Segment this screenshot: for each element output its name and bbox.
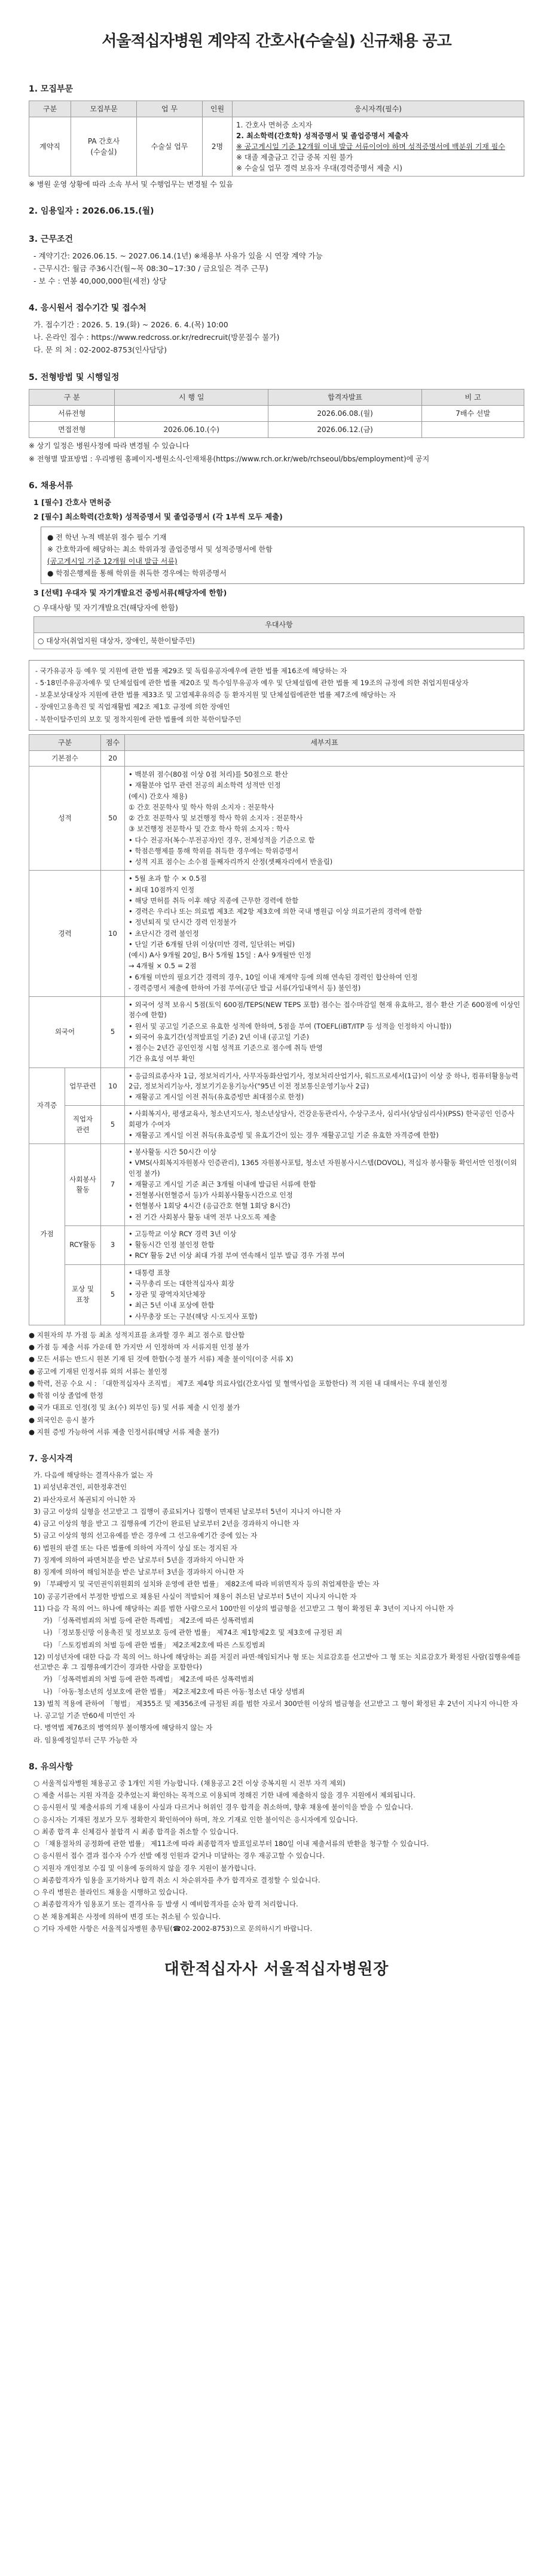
col-header: 업 무	[137, 101, 203, 117]
qualification-item: 2. 최소학력(간호학) 성적증명서 및 졸업증명서 제출자	[236, 132, 409, 140]
scoring-note: ● 가점 등 제출 서류 가운데 한 가지만 서 인정하며 자 서류지원 인정 불가	[29, 1343, 249, 1351]
col-header: 모집부문	[71, 101, 137, 117]
score-points: 10	[101, 871, 125, 997]
col-header: 우대사항	[34, 616, 524, 632]
eligibility-item: 2) 파산자로서 복권되지 아니한 자	[33, 1495, 136, 1504]
eligibility-item: 6) 법원의 판결 또는 다른 법률에 의하여 자격이 상실 또는 정지된 자	[33, 1543, 237, 1552]
detail-line: • 장관 및 광역자치단체장	[129, 1290, 206, 1298]
qualification-note: ※ 대졸 제출금고 긴급 중복 지원 불가	[236, 153, 353, 162]
eligibility-notes-box	[29, 660, 524, 731]
section-title: 6. 채용서류	[29, 480, 74, 491]
eligibility-item: 1) 피성년후견인, 피한정후견인	[33, 1483, 127, 1492]
section-note: ※ 상기 일정은 병원사정에 따라 변경될 수 있습니다	[29, 441, 190, 450]
detail-line: • VMS(사회복지자원봉사 인증관리), 1365 자원봉사포털, 청소년 자원봉사시스템(DOVOL), 적십자 봉사활동 확인서만 인정(이외 인정 불가)	[129, 1158, 517, 1178]
doc-note: ● 학점은행제를 통해 학위를 취득한 경우에는 학위증명서	[47, 569, 227, 577]
section-eligibility	[29, 1453, 524, 1745]
condition-period: - 계약기간: 2026.06.15. ~ 2027.06.14.(1년) ※채용부 사유가 있을 시 연장 계약 가능	[33, 251, 323, 260]
score-detail	[125, 1067, 524, 1106]
caution-item: ○ 우리 병원은 블라인드 채용을 시행하고 있습니다.	[33, 1888, 188, 1896]
score-category: 경력	[29, 871, 101, 997]
preference-table	[33, 616, 524, 649]
schedule-table	[29, 389, 524, 438]
table-row	[29, 750, 524, 766]
eligibility-note: - 보훈보상대상자 지원에 관한 법률 제33조 및 고엽제후유의증 등 환자지원 및 단체설립에관한 법률 제7조에 해당하는 자	[35, 691, 396, 699]
score-points: 3	[101, 1225, 125, 1264]
recruitment-table	[29, 101, 524, 177]
eligibility-item: 가) 「성폭력범죄의 처벌 등에 관한 특례법」 제2조에 따른 성폭력범죄	[43, 1675, 254, 1684]
caution-item: ○ 최종 합격 후 신체검사 불합격 시 최종 합격을 취소할 수 있습니다.	[33, 1827, 239, 1836]
eligibility-item: 5) 금고 이상의 형의 선고유예를 받은 경우에 그 선고유예기간 중에 있는 자	[33, 1531, 258, 1540]
col-header: 구분	[29, 101, 71, 117]
score-detail	[125, 1144, 524, 1226]
score-subcategory: 포상 및 표창	[65, 1264, 101, 1325]
detail-line: • 전 기간 사회봉사 활동 내역 전부 나오도록 제출	[129, 1212, 277, 1221]
section-cautions	[29, 1761, 524, 1934]
detail-line: • 최대 10점까지 인정	[129, 885, 195, 894]
section-title: 7. 응시자격	[29, 1454, 74, 1464]
scoring-note: ● 외국인은 응시 불가	[29, 1415, 94, 1424]
detail-line: • 백분위 점수(80점 이상 0점 처리)를 50점으로 환산	[129, 770, 288, 778]
eligibility-item: 나) 「정보통신망 이용촉진 및 정보보호 등에 관한 법률」 제74조 제1항제2호 및 제3호에 규정된 죄	[43, 1628, 343, 1637]
table-row	[29, 405, 524, 421]
table-cell	[422, 421, 524, 437]
detail-line: 기간 유효성 여부 확인	[129, 1054, 195, 1063]
caution-item: ○ 「채용절차의 공정화에 관한 법률」 제11조에 따라 최종합격자 발표일로부터 180일 이내 제출서류의 반환을 청구할 수 있습니다.	[33, 1839, 429, 1848]
cell-work: 수술실 업무	[137, 117, 203, 177]
section-title: 4. 응시원서 접수기간 및 접수처	[29, 303, 146, 314]
table-row	[29, 1144, 524, 1226]
table-cell: 2026.06.10.(수)	[115, 421, 268, 437]
score-detail	[125, 767, 524, 871]
caution-item: ○ 최종합격자가 임용포기 또는 결격사유 등 발생 시 예비합격자를 순차 합격 처리합니다.	[33, 1900, 298, 1909]
eligibility-item: 3) 금고 이상의 실형을 선고받고 그 집행이 종료되거나 집행이 면제된 날로부터 5년이 지나지 아니한 자	[33, 1507, 341, 1516]
score-detail	[125, 1264, 524, 1325]
scoring-note: ● 학력, 전공 수요 시 : 「대한적십자사 조직법」 제7조 제4항 의료사업(간호사업 및 혈액사업을 포함한다) 적 지원 내 대해서는 우대 불인정	[29, 1379, 448, 1388]
table-cell: 2026.06.12.(금)	[268, 421, 422, 437]
score-category: 자격증	[29, 1067, 65, 1144]
table-row	[29, 117, 524, 177]
eligibility-item: 7) 징계에 의하여 파면처분을 받은 날로부터 5년을 경과하지 아니한 자	[33, 1555, 244, 1564]
section-application	[29, 302, 524, 355]
qualification-note: ※ 공고게시일 기준 12개월 이내 발급 서류이어야 하며 성적증명서에 백분위 기재 필수	[236, 142, 505, 151]
detail-line: • RCY 활동 2년 이상 최대 가점 부여 연속해서 일부 발급 경우 가점 부여	[129, 1251, 345, 1260]
application-period: 가. 접수기간 : 2026. 5. 19.(화) ~ 2026. 6. 4.(목) 10:00	[33, 320, 228, 330]
detail-line: • 원서 및 공고일 기준으로 유효한 성적에 한하며, 5점을 부여 (TOEFL(iBT/ITP 등 성적을 인정하지 아니함))	[129, 1021, 452, 1030]
caution-item: ○ 응시자는 기재된 정보가 모두 정확한지 확인하여야 하며, 착오 기재로 인한 불이익은 응시자에게 있습니다.	[33, 1815, 358, 1824]
detail-line: ② 간호 전문학사 및 보건행정 학사 학위 소지자 : 전문학사	[129, 814, 303, 822]
doc-item: 1 [필수] 간호사 면허증	[33, 497, 111, 507]
caution-item: ○ 최종합격자가 임용을 포기하거나 합격 취소 시 차순위자를 추가 합격자로 결정할 수 있습니다.	[33, 1875, 320, 1884]
table-cell: 서류전형	[29, 405, 115, 421]
table-row	[29, 1264, 524, 1325]
scoring-note: ● 국가 대표로 인정(정 및 초(수) 외부인 등) 및 서류 제출 시 인정 불가	[29, 1403, 240, 1412]
section-title: 8. 유의사항	[29, 1762, 74, 1772]
eligibility-list	[29, 1470, 524, 1745]
scoring-note: ● 공고에 기재된 인정서류 외의 서류는 불인정	[29, 1367, 167, 1376]
detail-line: • 최근 5년 이내 포상에 한함	[129, 1301, 215, 1310]
table-row	[29, 421, 524, 437]
score-points: 10	[101, 1067, 125, 1106]
eligibility-item: 11) 다음 각 목의 어느 하나에 해당하는 죄를 범한 사람으로서 100만원 이상의 벌금형을 선고받고 그 형이 확정된 후 3년이 지나지 아니한 자	[33, 1604, 454, 1613]
detail-line: ① 간호 전문학사 및 학사 학위 소지자 : 전문학사	[129, 802, 274, 811]
caution-list	[29, 1778, 524, 1934]
scoring-table	[29, 734, 524, 1325]
score-detail	[125, 871, 524, 997]
eligibility-note: - 북한이탈주민의 보호 및 정착지원에 관한 법률에 의한 북한이탈주민	[35, 714, 242, 723]
section-conditions	[29, 233, 524, 287]
table-cell: 7배수 선발	[422, 405, 524, 421]
condition-hours: - 근무시간: 월금 주36시간(월~목 08:30~17:30 / 금요일은 격주 근무)	[33, 263, 268, 273]
col-header: 비 고	[422, 389, 524, 405]
doc-item: 2 [필수] 최소학력(간호학) 성적증명서 및 졸업증명서 (각 1부씩 모두 제출)	[33, 512, 283, 522]
section-note-link[interactable]: ※ 전형별 발표방법 : 우리병원 홈페이지-병원소식-인재채용(https://www.rch.or.kr/web/rchseoul/bbs/employment)에 공지	[29, 454, 430, 463]
detail-line: • 성적 지표 점수는 소수점 둘째자리까지 산정(셋째자리에서 반올림)	[129, 857, 333, 866]
col-header: 점수	[101, 734, 125, 750]
detail-line: • 초단시간 경력 불인정	[129, 929, 199, 938]
section-title: 3. 근무조건	[29, 235, 74, 244]
eligibility-item: 다. 병역법 제76조의 병역의무 불이행자에 해당하지 않는 자	[33, 1723, 213, 1732]
detail-line: • 대통령 표창	[129, 1268, 170, 1277]
section-documents	[29, 480, 524, 649]
score-detail	[125, 1106, 524, 1144]
qualification-note: ※ 수술실 업무 경력 보유자 우대(경력증명서 제출 시)	[236, 164, 402, 172]
detail-line: • 활동시간 인정 불인정 한함	[129, 1240, 215, 1249]
score-points: 20	[101, 750, 125, 766]
score-subcategory: 사회봉사활동	[65, 1144, 101, 1226]
detail-line: • 봉사활동 시간 50시간 이상	[129, 1148, 217, 1156]
condition-salary: - 보 수 : 연봉 40,000,000원(세전) 상당	[33, 276, 167, 285]
table-row	[29, 997, 524, 1068]
detail-line: • 재활공고 게시일 이전 취득(유효증빙만 최대점수로 한정)	[129, 1093, 304, 1101]
detail-line: • 외국어 유효기간(성적발표일 기준) 2년 이내 (공고일 기준)	[129, 1032, 310, 1041]
detail-line: • 6개월 미만의 필요기간 경력의 경우, 10일 이내 재계약 등에 의해 연속된 경력인 합산하여 인정	[129, 972, 418, 981]
qualification-item: 1. 간호사 면허증 소지자	[236, 121, 313, 129]
eligibility-item: 4) 금고 이상의 형을 받고 그 집행유예 기간이 완료된 날로부터 2년을 경과하지 아니한 자	[33, 1519, 300, 1528]
eligibility-intro: 가. 다음에 해당하는 결격사유가 없는 자	[33, 1471, 153, 1479]
section-scoring	[29, 660, 524, 1438]
cell-type: 계약직	[29, 117, 71, 177]
table-row	[29, 1225, 524, 1264]
detail-line: • 5월 초과 할 수 × 0.5점	[129, 874, 207, 883]
doc-note: ※ 간호학과에 해당하는 최소 학위과정 졸업증명서 및 성적증명서에 한함	[47, 545, 273, 553]
eligibility-item: 12) 미성년자에 대한 다음 각 목의 어느 하나에 해당하는 죄를 저질러 파면·해임되거나 형 또는 치료감호를 선고받아 그 형 또는 치료감호가 확정된 사람(집행유예를 선고받은 후 그 집행유예기간이 경과한 사람을 포함한다)	[33, 1652, 521, 1671]
score-subcategory: 업무관련	[65, 1067, 101, 1106]
issuer-footer: 대한적십자사 서울적십자병원장	[164, 1960, 389, 1978]
detail-line: • 국무총리 또는 대한적십자사 회장	[129, 1279, 234, 1288]
caution-item: ○ 응시원서 접수 결과 접수자 수가 선발 예정 인원과 같거나 미달하는 경우 재공고할 수 있습니다.	[33, 1851, 325, 1860]
table-cell	[115, 405, 268, 421]
doc-note: (공고게시일 기준 12개월 이내 발급 서류)	[47, 557, 178, 565]
score-detail	[125, 1225, 524, 1264]
cell-qualifications	[233, 117, 524, 177]
scoring-after-notes	[29, 1330, 524, 1437]
section-appointment-date: 2. 임용일자 : 2026.06.15.(월)	[29, 206, 154, 216]
doc-item: 3 [선택] 우대자 및 자기개발요건 증빙서류(해당자에 한함)	[33, 588, 227, 597]
score-category: 성적	[29, 767, 101, 871]
eligibility-item: 나. 공고일 기준 만60세 미만인 자	[33, 1711, 135, 1720]
doc-note: ● 전 학년 누적 백분위 점수 필수 기재	[47, 533, 167, 542]
detail-line: • 전혈봉사(헌혈증서 등)가 사회봉사활동시간으로 인정	[129, 1191, 293, 1199]
detail-line: → 4개월 × 0.5 = 2점	[129, 962, 197, 971]
doc-item: ○ 우대사항 및 자기개발요건(해당자에 한함)	[33, 603, 178, 612]
page-title: 서울적십자병원 계약직 간호사(수술실) 신규채용 공고	[102, 32, 451, 50]
col-header: 구 분	[29, 389, 115, 405]
cell-dept: PA 간호사 (수술실)	[71, 117, 137, 177]
score-subcategory: 직업자 관련	[65, 1106, 101, 1144]
caution-item: ○ 기타 자세한 사항은 서울적십자병원 총무팀(☎02-2002-8753)으로 문의하시기 바랍니다.	[33, 1924, 313, 1933]
detail-line: • 헌혈봉사 1회당 4시간 (응급간호 현혈 1회당 8시간)	[129, 1202, 291, 1211]
score-category: 가점	[29, 1144, 65, 1325]
detail-line: (예시) A사 9개월 20일, B사 5개월 15일 : A사 9개월만 인정	[129, 951, 311, 959]
eligibility-item: 가) 「성폭력범죄의 처벌 등에 관한 특례법」 제2조에 따른 성폭력범죄	[43, 1616, 254, 1625]
eligibility-item: 다) 「스토킹범죄의 처벌 등에 관한 법률」 제2조제2호에 따른 스토킹범죄	[43, 1640, 265, 1649]
detail-line: (예시) 간호사 채용)	[129, 792, 188, 801]
score-points: 5	[101, 1264, 125, 1325]
doc-requirements-box	[41, 527, 524, 584]
table-row	[29, 1106, 524, 1144]
scoring-note: ● 학점 이상 졸업에 한정	[29, 1391, 103, 1400]
section-title: 1. 모집부문	[29, 84, 74, 94]
detail-line: • 외국어 성적 보유시 5점(토익 600점/TEPS(NEW TEPS 포함) 점수는 접수마감일 현재 유효하고, 점수 환산 기준 600점에 이상인 점수에 한함)	[129, 1000, 521, 1020]
col-header: 합격자발표	[268, 389, 422, 405]
detail-line: ③ 보건행정 전문학사 및 간호 학사 학위 소지자 : 학사	[129, 825, 290, 834]
eligibility-item: 13) 벌칙 적용에 관하여 「형법」 제355조 및 제356조에 규정된 죄를 범한 자로서 300만원 이상의 벌금형을 선고받고 그 형이 확정된 후 2년이 지나지 아니한 자	[33, 1699, 518, 1708]
section-schedule	[29, 372, 524, 464]
section-title: 5. 전형방법 및 시행일정	[29, 372, 120, 382]
col-header: 응시자격(필수)	[233, 101, 524, 117]
eligibility-note: - 장애인고용촉진 및 직업재활법 제2조 제1호 규정에 의한 장애인	[35, 702, 230, 711]
section-note: ※ 병원 운영 상황에 따라 소속 부서 및 수행업무는 변경될 수 있음	[29, 180, 233, 188]
table-cell: 면접전형	[29, 421, 115, 437]
caution-item: ○ 지원자 개인정보 수집 및 이용에 동의하지 않을 경우 지원이 불가합니다.	[33, 1863, 256, 1872]
scoring-note: ● 모든 서류는 반드시 원본 기재 된 것에 한함(수정 불가 서류) 제출 불이익(이중 서류 X)	[29, 1355, 294, 1364]
score-detail	[125, 750, 524, 766]
caution-item: ○ 서울적십자병원 채용공고 중 1개인 지원 가능합니다. (채용공고 2건 이상 중복지원 시 전부 자격 제외)	[33, 1778, 346, 1787]
detail-line: • 점수는 2년간 공인인정 시험 성적표 기준으로 점수에 취득 반영	[129, 1044, 323, 1052]
eligibility-item: 10) 공공기관에서 부정한 방법으로 채용된 사실이 적발되어 채용이 취소된 날로부터 5년이 지나지 아니한 자	[33, 1592, 357, 1601]
detail-line: • 응급의료종사자 1급, 정보처리기사, 사무자동화산업기사, 정보처리산업기사, 워드프로세서(1급)이 이상 중 하나, 컴퓨터활용능력 2급, 정보처리기능사, 정보기기운용기능사("95년 이전 정보통신운영기능사 2급)	[129, 1071, 518, 1090]
detail-line: • 사무총장 또는 구분(해당 시·도지사 포함)	[129, 1312, 258, 1321]
table-row	[29, 767, 524, 871]
eligibility-item: 나) 「아동·청소년의 성보호에 관한 법률」 제2조제2호에 따른 아동·청소년 대상 성범죄	[43, 1687, 305, 1696]
score-points: 7	[101, 1144, 125, 1226]
caution-item: ○ 본 채용계획은 사정에 의하여 변경 또는 취소될 수 있습니다.	[33, 1912, 221, 1921]
application-online-link[interactable]: 나. 온라인 접수 : https://www.redcross.or.kr/redrecruit(방문접수 불가)	[33, 333, 280, 342]
table-row	[29, 1067, 524, 1106]
caution-item: ○ 응시원서 및 제출서류의 기재 내용이 사실과 다르거나 허위인 경우 합격을 취소하며, 향후 채용에 불이익을 받을 수 있습니다.	[33, 1803, 413, 1812]
detail-line: • 다수 전공자(복수·부전공자)인 경우, 전체성적을 기준으로 함	[129, 835, 315, 844]
detail-line: • 재활공고 게시일 이전 취득(유효증빙 및 유효기간이 있는 경우 재활공고일 기준 유효한 자격증에 한함)	[129, 1130, 439, 1139]
detail-line: • 해당 면허를 취득 이후 해당 직종에 근무한 경력에 한함	[129, 896, 299, 905]
col-header: 세부지표	[125, 734, 524, 750]
score-points: 50	[101, 767, 125, 871]
col-header: 구분	[29, 734, 101, 750]
detail-line: • 재활분야 업무 관련 전공의 최소학력 성적만 인정	[129, 781, 281, 790]
score-detail	[125, 997, 524, 1068]
application-contact: 다. 문 의 처 : 02-2002-8753(인사담당)	[33, 345, 167, 354]
detail-line: • 단일 기관 6개월 단위 이상(미만 경력, 일단위는 버림)	[129, 939, 295, 948]
table-cell: ○ 대상자(취업지원 대상자, 장애인, 북한이탈주민)	[34, 632, 524, 649]
scoring-note: ● 지원자의 부 가점 등 최초 성적지표를 초과할 경우 최고 점수로 합산함	[29, 1330, 245, 1339]
detail-line: • 정년퇴직 및 단시간 경력 인정불가	[129, 918, 237, 927]
eligibility-note: - 5·18민주유공자예우 및 단체설립에 관한 법률 제20조 및 특수임무유공자 예우 및 단체설립에 관한 법률 제 19조의 규정에 의한 취업지원대상자	[35, 678, 469, 687]
detail-line: • 고등학교 이상 RCY 경력 3년 이상	[129, 1229, 237, 1238]
col-header: 인원	[203, 101, 233, 117]
col-header: 시 행 일	[115, 389, 268, 405]
caution-item: ○ 제출 서류는 지원 자격을 갖추었는지 확인하는 목적으로 이용되며 정해진 기한 내에 제출하지 않을 경우 지원에서 제외됩니다.	[33, 1791, 415, 1799]
detail-line: • 학점은행제를 통해 학위를 취득한 경우에는 학위증명서	[129, 846, 299, 855]
scoring-note: ● 지원 증빙 가능하여 서류 제출 인정서류(해당 서류 제출 불가)	[29, 1427, 219, 1436]
eligibility-note: - 국가유공자 등 예우 및 지원에 관한 법률 제29조 및 독립유공자예우에 관한 법률 제16조에 해당하는 자	[35, 666, 347, 675]
score-points: 5	[101, 997, 125, 1068]
detail-line: - 경력증명서 제출에 한하여 가점 부여(공단 발급 서류(가입내역서 등) 불인정)	[129, 983, 361, 992]
detail-line: • 사회복지사, 평생교육사, 청소년지도사, 청소년상담사, 건강운동관리사, 수상구조사, 심리사(상담심리사)(PSS) 한국공인 인증사회평가 수여자	[129, 1109, 515, 1129]
score-category: 기본점수	[29, 750, 101, 766]
cell-count: 2명	[203, 117, 233, 177]
eligibility-item: 라. 임용예정일부터 근무 가능한 자	[33, 1735, 138, 1744]
score-subcategory: RCY활동	[65, 1225, 101, 1264]
detail-line: • 재활공고 게시일 기준 최근 3개월 이내에 발급된 서류에 한함	[129, 1179, 316, 1188]
section-recruitment	[29, 83, 524, 190]
eligibility-item: 9) 「부패방지 및 국민권익위원회의 설치와 운영에 관한 법률」 제82조에 따라 비위면직자 등의 취업제한을 받는 자	[33, 1580, 380, 1589]
detail-line: • 경력은 우리나 또는 의료법 제3조 제2항 제3호에 의한 국내 병원급 이상 의료기관의 경력에 한함	[129, 907, 422, 916]
table-row	[29, 871, 524, 997]
eligibility-item: 8) 징계에 의하여 해임처분을 받은 날로부터 3년을 경과하지 아니한 자	[33, 1568, 244, 1576]
score-category: 외국어	[29, 997, 101, 1068]
score-points: 5	[101, 1106, 125, 1144]
table-cell: 2026.06.08.(월)	[268, 405, 422, 421]
